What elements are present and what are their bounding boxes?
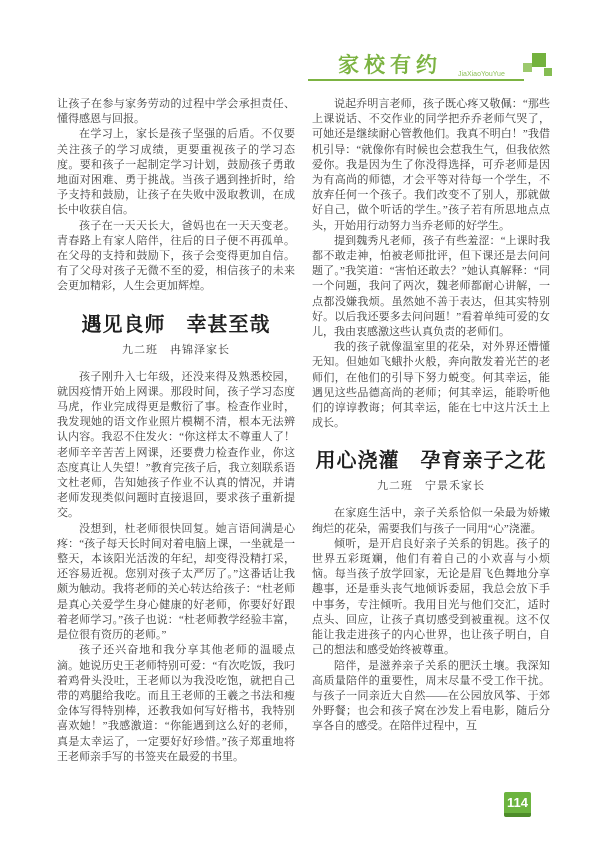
pixel-block-medium xyxy=(523,63,532,72)
header-rule xyxy=(308,79,524,81)
right-column xyxy=(312,97,550,735)
article-title-nurture-flower: 用心浇灌 孕育亲子之花 xyxy=(315,450,547,473)
article-title-meet-good-teacher: 遇见良师 幸甚至哉 xyxy=(81,313,271,336)
article-paragraph: 在家庭生活中，亲子关系恰似一朵最为娇嫩绚烂的花朵，需要我们与孩子一同用“心”浇灌。 xyxy=(312,507,550,535)
pixel-blocks-icon xyxy=(516,50,552,84)
article-paragraph: 我的孩子就像温室里的花朵，对外界还懵懂无知。但她如飞蛾扑火般，奔向散发着光芒的老师们，在他们的引导下努力蜕变。何其幸运，能遇见这些品德高尚的老师；何其幸运，能聆听他们的谆谆教诲；何其幸运，能在七中这片沃土上成长。 xyxy=(312,341,550,430)
page-header xyxy=(306,50,552,88)
continuation-paragraph: 让孩子在参与家务劳动的过程中学会承担责任、懂得感恩与回报。 xyxy=(57,98,295,126)
article-paragraph: 提到魏秀凡老师，孩子有些羞涩：“上课时我都不敢走神，怕被老师批评，但下课还是去问问题了。”我笑道：“害怕还敢去？”她认真解释：“同一个问题，我问了两次，魏老师都耐心讲解，一点都没嫌我烦。虽然她不善于表达，但其实特别好。以后我还要多去问问题！”看着单纯可爱的女儿，我由衷感激这些认真负责的老师们。 xyxy=(312,234,550,339)
article-paragraph: 说起乔明言老师，孩子既心疼又敬佩：“那些上课说话、不交作业的同学把乔乔老师气哭了，可她还是继续耐心管教他们。我真不明白！”我借机引导：“就像你有时候也会惹我生气，但我依然爱你。我是因为生了你没得选择，可乔老师是因为有高尚的师德，才会平等对待每一个学生，不放弃任何一个孩子。我们改变不了别人，那就做好自己，做个听话的学生。”孩子若有所思地点点头，开始用行动努力当乔老师的好学生。 xyxy=(312,98,550,232)
article-paragraph: 没想到，杜老师很快回复。她言语间满是心疼：“孩子每天长时间对着电脑上课，一坐就是一整天，本该阳光活泼的年纪，却变得没精打采，还容易近视。您别对孩子太严厉了。”这番话让我颇为触动。我将老师的关心转达给孩子：“杜老师是真心关爱学生身心健康的好老师，你要好好跟着老师学习。”孩子也说：“杜老师教学经验丰富，是位很有资历的老师。” xyxy=(57,522,295,642)
article-paragraph: 陪伴，是滋养亲子关系的肥沃土壤。我深知高质量陪伴的重要性，周末尽量不受工作干扰。与孩子一同亲近大自然——在公园放风筝、于郊外野餐；也会和孩子窝在沙发上看电影，随后分享各自的感受。在陪伴过程中，互 xyxy=(312,659,550,733)
column-title: 家校有约 xyxy=(338,54,442,77)
column-title-pinyin: JiaXiaoYouYue xyxy=(458,71,505,78)
continuation-paragraph: 孩子在一天天长大，爸妈也在一天天变老。青春路上有家人陪伴，往后的日子便不再孤单。在父母的支持和鼓励下，孩子会变得更加自信。有了父母对孩子无微不至的爱，相信孩子的未来会更加精彩，人生会更加辉煌。 xyxy=(57,219,295,293)
page-number-badge: 114 xyxy=(504,792,531,817)
article-byline: 九二班 冉锦泽家长 xyxy=(122,343,230,356)
article-paragraph: 倾听，是开启良好亲子关系的钥匙。孩子的世界五彩斑斓，他们有着自己的小欢喜与小烦恼。每当孩子放学回家，无论是眉飞色舞地分享趣事，还是垂头丧气地倾诉委屈，我总会放下手中事务，专注倾听。我用目光与他们交汇，适时点头、回应，让孩子真切感受到被重视。这不仅能让我走进孩子的内心世界，也让孩子明白，自己的想法和感受始终被尊重。 xyxy=(312,537,550,657)
left-column xyxy=(57,97,295,765)
continuation-paragraph: 在学习上，家长是孩子坚强的后盾。不仅要关注孩子的学习成绩，更要重视孩子的学习态度。要和孩子一起制定学习计划，鼓励孩子勇敢地面对困难、勇于挑战。当孩子遇到挫折时，给予支持和鼓励，让孩子在失败中汲取教训，在成长中收获自信。 xyxy=(57,128,295,217)
pixel-block-large xyxy=(532,53,546,67)
article-paragraph: 孩子还兴奋地和我分享其他老师的温暖点滴。她说历史王老师特别可爱：“有次吃饭，我叼着鸡骨头没吐，王老师以为我没吃饱，就把自己带的鸡腿给我吃。而且王老师的王羲之书法和瘦金体写得特别棒，还教我如何写好楷书，我特别喜欢她！”我感激道：“你能遇到这么好的老师，真是太幸运了，一定要好好珍惜。”孩子郑重地将王老师亲手写的书签夹在最爱的书里。 xyxy=(57,644,295,763)
article-paragraph: 孩子刚升入七年级，还没来得及熟悉校园，就因疫情开始上网课。那段时间，孩子学习态度马虎，作业完成得更是敷衍了事。检查作业时，我发现她的语文作业照片模糊不清，根本无法辨认内容。我忍不住发火：“你这样太不尊重人了！老师辛辛苦苦上网课，还要费力检查作业，你这态度真让人失望！”教育完孩子后，我立刻联系语文杜老师，告知她孩子作业不认真的情况，并请老师发现类似问题时直接退回，要求孩子重新提交。 xyxy=(57,370,295,520)
pixel-block-small xyxy=(544,68,552,76)
article-byline: 九二班 宁景禾家长 xyxy=(377,480,485,493)
